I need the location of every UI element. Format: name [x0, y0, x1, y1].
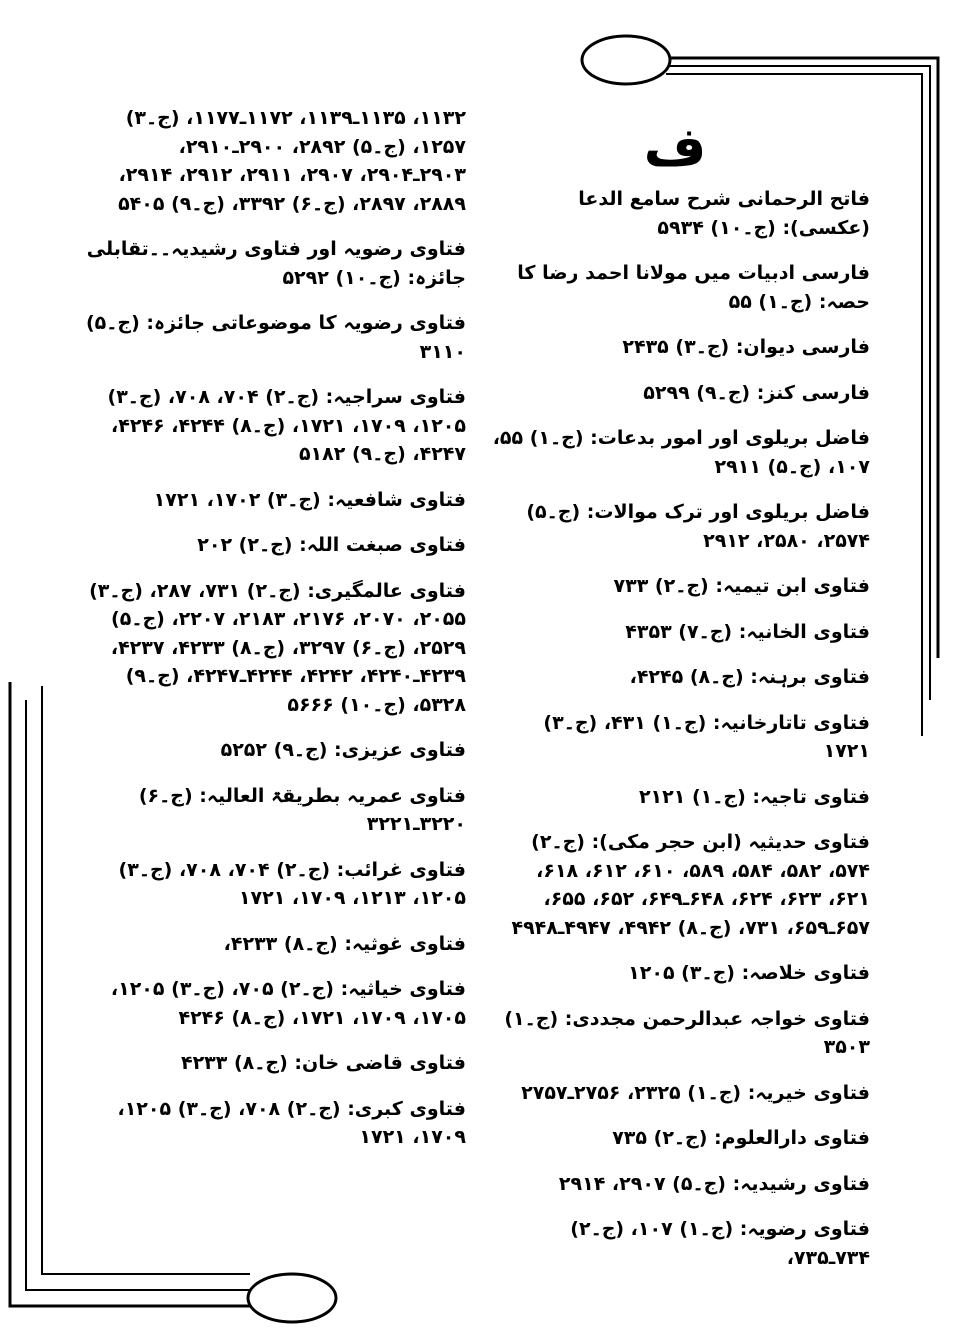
entry-references: (ج۔۸) ۴۲۳۳ [180, 1052, 288, 1074]
entry-references: (ج۔۸) ۴۲۴۵، [629, 666, 744, 688]
entry-title: فتاوی برہنہ: [743, 666, 870, 688]
index-entry [492, 618, 870, 647]
entry-title: فتاوی ابن تیمیہ: [708, 575, 870, 597]
entry-references: (ج۔۱) ۵۵، ۱۰۷، (ج۔۵) ۲۹۱۱ [492, 427, 870, 478]
index-entry [492, 1005, 870, 1062]
entry-references: ۱۱۳۲، ۱۱۳۵ـ۱۱۳۹، ۱۱۷۲ـ۱۱۷۷، (ج۔۳) ۱۲۵۷، (ج۔۵) ۲۸۹۲، ۲۹۰۰ـ۲۹۱۰، ۲۹۰۳ـ۲۹۰۴، ۲۹۰۷، ۲۹۱۱، ۲۹۱۲، ۲۹۱۴، ۲۸۸۹، ۲۸۹۷، (ج۔۶) ۳۳۹۲، (ج۔۹) ۵۴۰۵ [118, 107, 466, 215]
entry-title: فتاوی رضویہ: [733, 1218, 870, 1240]
entry-references: (ج۔۹) ۵۲۹۹ [643, 381, 751, 404]
entry-title: فتاوی عالمگیری: [300, 579, 466, 602]
index-entry [492, 828, 870, 942]
index-entry [76, 736, 466, 765]
entry-title: فتاوی کبری: [340, 1097, 466, 1120]
index-entry [76, 1049, 466, 1078]
index-entry [76, 1095, 466, 1152]
entry-title: فارسی کنز: [750, 381, 870, 404]
entry-references: (ج۔۲) ۷۰۵، (ج۔۳) ۱۲۰۵، ۱۷۰۵، ۱۷۰۹، ۱۷۲۱، (ج۔۸) ۴۲۴۶ [110, 978, 466, 1029]
entry-references: (ج۔۱) ۵۵ [728, 290, 813, 313]
entry-references: (ج۔۲) ۲۰۲ [197, 534, 293, 556]
entry-title: فارسی ادبیات میں مولانا احمد رضا کا حصہ: [517, 262, 870, 313]
entry-references: (ج۔۳) ۱۲۰۵ [628, 962, 735, 984]
entry-title: فتاوی خیریہ: [741, 1081, 870, 1104]
entry-references: (ج۔۱) ۱۰۷، (ج۔۲) ۷۳۴ـ۷۳۵، [570, 1218, 870, 1269]
entry-title: فاتح الرحمانی شرح سامع الدعا (عکسی): [578, 188, 870, 239]
entry-title: فتاوی حدیثیہ (ابن حجر مکی): [584, 831, 870, 853]
entry-references: (ج۔۵) ۲۹۰۷، ۲۹۱۴ [558, 1172, 726, 1195]
entry-title: فاضل بریلوی اور ترک موالات: [580, 501, 870, 523]
entry-title: فتاوی تاتارخانیہ: [706, 711, 870, 734]
index-column-right [492, 185, 870, 1289]
entry-title: فتاوی عزیزی: [327, 739, 466, 761]
index-entry [492, 333, 870, 362]
index-entry [492, 959, 870, 988]
top-oval-ornament [582, 36, 670, 84]
index-entry [76, 486, 466, 515]
entry-references: (ج۔۳) ۲۴۳۵ [622, 336, 730, 358]
entry-title: فارسی دیوان: [729, 336, 870, 358]
index-entry [492, 259, 870, 316]
entry-references: (ج۔۲) ۷۳۳ [613, 575, 709, 597]
entry-title: فتاوی رضویہ کا موضوعاتی جائزہ: [139, 312, 466, 334]
entry-title: فتاوی قاضی خان: [287, 1052, 466, 1074]
entry-title: فتاوی شافعیہ: [320, 488, 466, 511]
index-entry [76, 309, 466, 366]
index-entry [492, 663, 870, 692]
index-entry [76, 930, 466, 959]
entry-title: فاضل بریلوی اور امور بدعات: [583, 427, 870, 449]
index-entry [492, 1215, 870, 1272]
entry-references: (ج۔۵) ۳۱۱۰ [85, 312, 466, 363]
entry-references: (ج۔۲) ۷۰۴، ۷۰۸، (ج۔۳) ۱۲۰۵، ۱۲۱۳، ۱۷۰۹، ۱۷۲۱ [118, 858, 466, 909]
index-entry [76, 975, 466, 1032]
index-entry [492, 709, 870, 766]
index-entry [492, 185, 870, 242]
entry-references: (ج۔۲) ۵۷۴، ۵۸۲، ۵۸۴، ۵۸۹، ۶۱۰، ۶۱۲، ۶۱۸، ۶۲۱، ۶۲۳، ۶۲۴، ۶۴۸ـ۶۴۹، ۶۵۲، ۶۵۵، ۶۵۷ـ۶۵۹، ۷۳۱، (ج۔۸) ۴۹۴۲، ۴۹۴۷ـ۴۹۴۸ [511, 831, 870, 939]
index-entry [76, 856, 466, 913]
entry-title: فتاوی رشیدیہ: [725, 1172, 870, 1195]
index-entry [492, 783, 870, 812]
index-column-left [76, 104, 466, 1169]
entry-references: (ج۔۱) ۲۱۲۱ [638, 785, 746, 808]
entry-references: (ج۔۶) ۳۲۲۰ـ۳۲۲۱ [138, 784, 466, 835]
entry-title: فتاوی الخانیہ: [732, 620, 870, 643]
entry-references: (ج۔۳) ۱۷۰۲، ۱۷۲۱ [153, 488, 321, 511]
entry-references: (ج۔۲) ۷۰۴، ۷۰۸، (ج۔۳) ۱۲۰۵، ۱۷۰۹، ۱۷۲۱، (ج۔۸) ۴۲۴۴، ۴۲۴۶، ۴۲۴۷، (ج۔۹) ۵۱۸۲ [107, 386, 466, 465]
entry-references: (ج۔۱) ۳۵۰۳ [504, 1007, 870, 1058]
index-entry [76, 782, 466, 839]
entry-references: (ج۔۲) ۷۰۸، (ج۔۳) ۱۲۰۵، ۱۷۰۹، ۱۷۲۱ [117, 1097, 466, 1148]
entry-title: فتاوی صبغت اللہ: [292, 534, 466, 556]
entry-title: فتاوی خواجہ عبدالرحمن مجددی: [558, 1007, 870, 1030]
entry-title: فتاوی خلاصہ: [735, 962, 870, 984]
entry-title: فتاوی عمریہ بطریقۃ العالیہ: [192, 784, 466, 807]
index-entry [76, 235, 466, 292]
index-entry [492, 572, 870, 601]
entry-references: (ج۔۱) ۴۳۱، (ج۔۳) ۱۷۲۱ [543, 711, 870, 762]
index-entry [492, 1079, 870, 1108]
entry-references: (ج۔۸) ۴۲۳۳، [223, 932, 338, 955]
entry-references: (ج۔۷) ۴۳۵۳ [625, 620, 733, 643]
index-entry [76, 531, 466, 560]
entry-references: (ج۔۱۰) ۵۲۹۲ [282, 266, 401, 289]
entry-references: (ج۔۱) ۲۳۲۵، ۲۷۵۶ـ۲۷۵۷ [521, 1081, 742, 1104]
entry-title: فتاوی غوثیہ: [337, 932, 466, 955]
entry-references: (ج۔۲) ۷۳۵ [612, 1127, 708, 1149]
entry-title: فتاوی تاجیہ: [745, 785, 870, 808]
index-entry [492, 379, 870, 408]
index-entry [76, 577, 466, 720]
entry-title: فتاوی خیاثیہ: [334, 978, 466, 1000]
index-entry [76, 383, 466, 469]
entry-title: فتاوی دارالعلوم: [707, 1127, 870, 1149]
index-entry [492, 424, 870, 481]
index-entry [492, 1124, 870, 1153]
index-entry [492, 1170, 870, 1199]
index-entry [492, 498, 870, 555]
entry-references: (ج۔۵) ۲۵۷۴، ۲۵۸۰، ۲۹۱۲ [526, 501, 870, 552]
bottom-oval-ornament [248, 1274, 336, 1322]
entry-title: فتاوی رضویہ اور فتاوی رشیدیہ۔۔تقابلی جائزہ: [86, 238, 466, 289]
index-entry [76, 104, 466, 218]
entry-title: فتاوی غرائب: [330, 858, 466, 881]
entry-references: (ج۔۱۰) ۵۹۳۴ [657, 216, 776, 239]
entry-title: فتاوی سراجیہ: [319, 386, 466, 408]
entry-references: (ج۔۲) ۷۳۱، ۲۸۷، (ج۔۳) ۲۰۵۵، ۲۰۷۰، ۲۱۷۶، ۲۱۸۳، ۲۲۰۷، (ج۔۵) ۲۵۲۹، (ج۔۶) ۳۲۹۷، (ج۔۸) ۴۲۳۳، ۴۲۳۷، ۴۲۳۹ـ۴۲۴۰، ۴۲۴۲، ۴۲۴۴ـ۴۲۴۷، (ج۔۹) ۵۳۲۸، (ج۔۱۰) ۵۶۶۶ [89, 579, 466, 716]
entry-references: (ج۔۹) ۵۲۵۲ [220, 739, 328, 761]
section-letter: ف [643, 115, 707, 178]
